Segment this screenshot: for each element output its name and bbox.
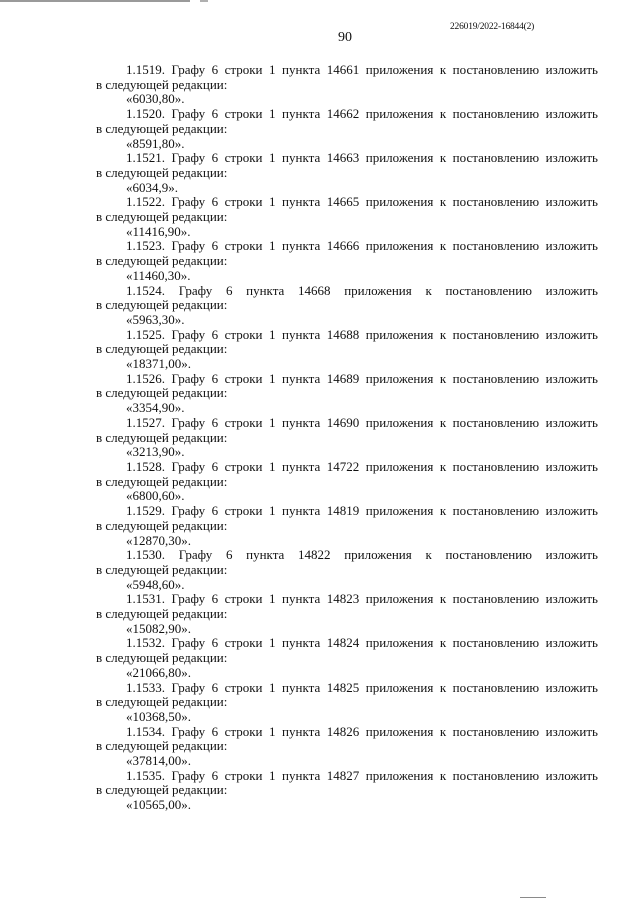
item-word: изложить <box>545 679 598 695</box>
item-word: изложить <box>545 370 598 386</box>
amendment-first-line <box>96 239 598 254</box>
item-word: постановлению <box>445 547 532 563</box>
item-word: к <box>439 62 447 77</box>
item-word: пункта <box>282 62 321 77</box>
item-word: приложения <box>365 326 434 342</box>
item-word: 6 <box>211 370 219 386</box>
item-word: изложить <box>545 458 598 474</box>
item-word: Графу <box>171 370 206 386</box>
amendment-value: «6800,60». <box>126 488 185 504</box>
amendment-first-line <box>96 328 598 343</box>
amendment-continuation: в следующей редакции: <box>96 782 228 798</box>
item-word: 14661 <box>326 62 360 77</box>
amendment-value: «15082,90». <box>126 620 191 636</box>
item-word: строки <box>224 414 263 430</box>
item-word: Графу <box>171 458 206 474</box>
amendment-item <box>96 284 598 328</box>
amendment-continuation: в следующей редакции: <box>96 650 228 666</box>
item-number: 1.1525. <box>126 326 165 342</box>
item-word: 14668 <box>298 282 331 298</box>
item-word: строки <box>224 238 263 254</box>
item-word: 6 <box>211 414 219 430</box>
item-word: постановлению <box>452 679 540 695</box>
item-word: приложения <box>365 370 434 386</box>
amendment-item <box>96 460 598 504</box>
item-word: к <box>439 723 447 739</box>
amendment-item <box>96 107 598 151</box>
item-word: Графу <box>171 414 206 430</box>
item-word: строки <box>224 370 263 386</box>
item-word: постановлению <box>452 370 540 386</box>
item-word: 6 <box>225 282 233 298</box>
item-word: пункта <box>282 723 321 739</box>
item-word: 14826 <box>326 723 360 739</box>
item-word: к <box>439 679 447 695</box>
amendment-item <box>96 681 598 725</box>
amendment-continuation: в следующей редакции: <box>96 429 228 445</box>
item-word: изложить <box>545 767 598 783</box>
amendment-item <box>96 151 598 195</box>
item-word: к <box>439 238 447 254</box>
item-word: 1 <box>269 194 276 210</box>
item-word: изложить <box>545 62 598 77</box>
item-word: пункта <box>282 106 321 122</box>
amendment-value: «5963,30». <box>126 311 185 327</box>
item-word: приложения <box>365 106 434 122</box>
amendment-continuation: в следующей редакции: <box>96 385 228 401</box>
item-word: 6 <box>211 326 219 342</box>
item-word: 14825 <box>326 679 360 695</box>
item-word: постановлению <box>452 326 540 342</box>
amendment-item <box>96 195 598 239</box>
item-number: 1.1531. <box>126 591 165 607</box>
amendment-continuation: в следующей редакции: <box>96 606 228 622</box>
item-word: пункта <box>282 591 321 607</box>
amendment-value: «11416,90». <box>126 223 191 239</box>
item-word: Графу <box>171 503 206 519</box>
amendment-item <box>96 63 598 107</box>
item-word: постановлению <box>452 767 540 783</box>
item-word: приложения <box>365 414 434 430</box>
item-word: к <box>425 282 432 298</box>
item-word: 6 <box>211 194 219 210</box>
item-word: строки <box>224 767 263 783</box>
item-word: приложения <box>365 503 434 519</box>
amendment-first-line <box>96 416 598 431</box>
item-word: 14827 <box>326 767 360 783</box>
amendment-continuation: в следующей редакции: <box>96 738 228 754</box>
item-word: 14722 <box>326 458 360 474</box>
amendment-value: «8591,80». <box>126 135 185 151</box>
item-word: постановлению <box>452 150 540 166</box>
item-word: 14823 <box>326 591 360 607</box>
amendment-first-line <box>96 195 598 210</box>
item-word: приложения <box>365 62 434 77</box>
amendment-value: «6034,9». <box>126 179 178 195</box>
item-word: Графу <box>171 723 206 739</box>
item-word: строки <box>224 723 263 739</box>
amendment-item <box>96 636 598 680</box>
amendment-first-line <box>96 107 598 122</box>
item-word: изложить <box>545 503 598 519</box>
item-number: 1.1533. <box>126 679 165 695</box>
amendment-item <box>96 372 598 416</box>
amendment-first-line <box>96 284 598 299</box>
item-word: 14690 <box>326 414 360 430</box>
item-word: приложения <box>365 591 434 607</box>
item-word: пункта <box>246 547 285 563</box>
amendment-item <box>96 592 598 636</box>
amendment-first-line <box>96 636 598 651</box>
amendment-item <box>96 769 598 813</box>
item-word: строки <box>224 326 263 342</box>
item-word: 1 <box>269 150 276 166</box>
item-word: строки <box>224 194 263 210</box>
amendment-value: «3354,90». <box>126 400 185 416</box>
amendment-continuation: в следующей редакции: <box>96 341 228 357</box>
item-word: 14665 <box>326 194 360 210</box>
item-word: строки <box>224 62 263 77</box>
item-word: строки <box>224 150 263 166</box>
item-word: постановлению <box>452 106 540 122</box>
item-word: постановлению <box>452 458 540 474</box>
item-number: 1.1519. <box>126 62 165 77</box>
top-scan-rule <box>0 0 190 2</box>
item-word: 14822 <box>298 547 331 563</box>
item-word: пункта <box>282 679 321 695</box>
item-word: 1 <box>269 106 276 122</box>
item-word: пункта <box>282 370 321 386</box>
item-word: пункта <box>282 238 321 254</box>
item-word: 6 <box>211 238 219 254</box>
item-word: изложить <box>545 106 598 122</box>
item-word: приложения <box>344 547 412 563</box>
item-word: приложения <box>365 723 434 739</box>
item-word: 1 <box>269 414 276 430</box>
item-word: постановлению <box>452 414 540 430</box>
item-word: Графу <box>171 767 206 783</box>
item-word: пункта <box>282 326 321 342</box>
amendment-continuation: в следующей редакции: <box>96 209 228 225</box>
amendment-first-line <box>96 548 598 563</box>
item-number: 1.1529. <box>126 503 165 519</box>
item-word: 1 <box>269 326 276 342</box>
item-word: изложить <box>545 414 598 430</box>
amendment-value: «18371,00». <box>126 356 191 372</box>
amendment-item <box>96 239 598 283</box>
amendment-continuation: в следующей редакции: <box>96 561 228 577</box>
amendment-item <box>96 328 598 372</box>
item-word: 14663 <box>326 150 360 166</box>
item-word: 14819 <box>326 503 360 519</box>
item-word: к <box>439 503 447 519</box>
item-word: строки <box>224 679 263 695</box>
item-word: изложить <box>545 723 598 739</box>
item-word: Графу <box>171 591 206 607</box>
item-word: постановлению <box>452 62 540 77</box>
amendment-first-line <box>96 725 598 740</box>
amendment-first-line <box>96 504 598 519</box>
item-word: 14689 <box>326 370 360 386</box>
item-number: 1.1534. <box>126 723 165 739</box>
item-word: к <box>439 106 447 122</box>
item-word: Графу <box>171 194 206 210</box>
item-word: пункта <box>282 767 321 783</box>
item-word: приложения <box>365 194 434 210</box>
item-word: изложить <box>545 547 598 563</box>
amendment-continuation: в следующей редакции: <box>96 694 228 710</box>
amendment-item <box>96 416 598 460</box>
item-word: к <box>439 767 447 783</box>
item-word: Графу <box>178 547 213 563</box>
item-word: постановлению <box>452 194 540 210</box>
item-word: к <box>439 414 447 430</box>
item-word: пункта <box>282 150 321 166</box>
item-word: 1 <box>269 62 276 77</box>
amendment-value: «3213,90». <box>126 444 185 460</box>
item-word: строки <box>224 635 263 651</box>
item-word: к <box>439 326 447 342</box>
item-word: 14688 <box>326 326 360 342</box>
item-word: 6 <box>211 503 219 519</box>
item-word: пункта <box>282 503 321 519</box>
item-word: Графу <box>171 62 206 77</box>
item-number: 1.1524. <box>126 282 165 298</box>
item-word: 1 <box>269 591 276 607</box>
item-word: постановлению <box>452 503 540 519</box>
item-number: 1.1522. <box>126 194 165 210</box>
item-word: 6 <box>225 547 233 563</box>
amendment-continuation: в следующей редакции: <box>96 120 228 136</box>
item-word: приложения <box>365 150 434 166</box>
footer-scan-mark <box>520 897 546 898</box>
item-word: пункта <box>282 414 321 430</box>
item-word: 1 <box>269 767 276 783</box>
item-word: 14824 <box>326 635 360 651</box>
item-word: 6 <box>211 635 219 651</box>
item-word: изложить <box>545 326 598 342</box>
item-number: 1.1528. <box>126 458 165 474</box>
item-word: 6 <box>211 150 219 166</box>
item-word: приложения <box>344 282 412 298</box>
item-word: приложения <box>365 458 434 474</box>
item-word: строки <box>224 503 263 519</box>
item-number: 1.1521. <box>126 150 165 166</box>
item-number: 1.1523. <box>126 238 165 254</box>
item-word: 6 <box>211 723 219 739</box>
document-id: 226019/2022-16844(2) <box>450 22 535 32</box>
amendment-continuation: в следующей редакции: <box>96 76 228 92</box>
amendment-value: «12870,30». <box>126 532 191 548</box>
item-number: 1.1527. <box>126 414 165 430</box>
item-word: Графу <box>171 150 206 166</box>
top-scan-mark <box>200 0 208 2</box>
item-word: изложить <box>545 591 598 607</box>
amendment-item <box>96 725 598 769</box>
item-word: пункта <box>282 635 321 651</box>
item-word: приложения <box>365 679 434 695</box>
item-word: 14662 <box>326 106 360 122</box>
item-word: Графу <box>171 635 206 651</box>
item-word: к <box>439 458 447 474</box>
item-word: изложить <box>545 150 598 166</box>
item-number: 1.1535. <box>126 767 165 783</box>
item-word: 6 <box>211 106 219 122</box>
amendment-continuation: в следующей редакции: <box>96 297 228 313</box>
amendment-item <box>96 548 598 592</box>
amendment-value: «10368,50». <box>126 708 191 724</box>
item-word: пункта <box>246 282 285 298</box>
page-number: 90 <box>338 30 352 45</box>
item-word: к <box>439 370 447 386</box>
item-word: 6 <box>211 679 219 695</box>
item-word: строки <box>224 591 263 607</box>
item-word: 1 <box>269 458 276 474</box>
amendment-first-line <box>96 681 598 696</box>
amendment-value: «5948,60». <box>126 576 185 592</box>
item-word: 1 <box>269 723 276 739</box>
item-number: 1.1526. <box>126 370 165 386</box>
item-word: к <box>439 194 447 210</box>
item-word: постановлению <box>452 635 540 651</box>
item-word: Графу <box>171 238 206 254</box>
amendment-first-line <box>96 592 598 607</box>
item-word: пункта <box>282 194 321 210</box>
amendment-item <box>96 504 598 548</box>
item-word: строки <box>224 458 263 474</box>
item-word: изложить <box>545 282 598 298</box>
item-word: постановлению <box>452 238 540 254</box>
item-word: постановлению <box>445 282 532 298</box>
item-word: 14666 <box>326 238 360 254</box>
item-word: 1 <box>269 503 276 519</box>
amendment-value: «21066,80». <box>126 664 191 680</box>
item-word: изложить <box>545 635 598 651</box>
item-word: 1 <box>269 679 276 695</box>
amendment-value: «6030,80». <box>126 91 185 107</box>
amendment-value: «10565,00». <box>126 797 191 813</box>
item-word: приложения <box>365 238 434 254</box>
item-word: постановлению <box>452 723 540 739</box>
amendment-continuation: в следующей редакции: <box>96 253 228 269</box>
amendment-first-line <box>96 151 598 166</box>
item-word: Графу <box>171 679 206 695</box>
item-word: приложения <box>365 635 434 651</box>
item-word: пункта <box>282 458 321 474</box>
item-word: к <box>439 635 447 651</box>
item-word: Графу <box>178 282 213 298</box>
item-word: строки <box>224 106 263 122</box>
amendment-first-line <box>96 63 598 78</box>
item-number: 1.1532. <box>126 635 165 651</box>
item-word: 6 <box>211 767 219 783</box>
item-word: постановлению <box>452 591 540 607</box>
item-word: к <box>439 591 447 607</box>
item-word: Графу <box>171 106 206 122</box>
amendment-first-line <box>96 372 598 387</box>
amendment-continuation: в следующей редакции: <box>96 164 228 180</box>
item-word: изложить <box>545 194 598 210</box>
amendment-value: «11460,30». <box>126 267 191 283</box>
item-word: 6 <box>211 62 219 77</box>
item-number: 1.1530. <box>126 547 165 563</box>
item-word: 6 <box>211 458 219 474</box>
item-word: к <box>425 547 432 563</box>
item-word: 1 <box>269 238 276 254</box>
amendment-continuation: в следующей редакции: <box>96 517 228 533</box>
item-word: 1 <box>269 370 276 386</box>
amendment-first-line <box>96 769 598 784</box>
amendment-continuation: в следующей редакции: <box>96 473 228 489</box>
item-number: 1.1520. <box>126 106 165 122</box>
amendment-first-line <box>96 460 598 475</box>
item-word: 1 <box>269 635 276 651</box>
item-word: к <box>439 150 447 166</box>
item-word: Графу <box>171 326 206 342</box>
item-word: изложить <box>545 238 598 254</box>
item-word: приложения <box>365 767 434 783</box>
amendment-value: «37814,00». <box>126 753 191 769</box>
item-word: 6 <box>211 591 219 607</box>
document-body <box>96 63 598 813</box>
